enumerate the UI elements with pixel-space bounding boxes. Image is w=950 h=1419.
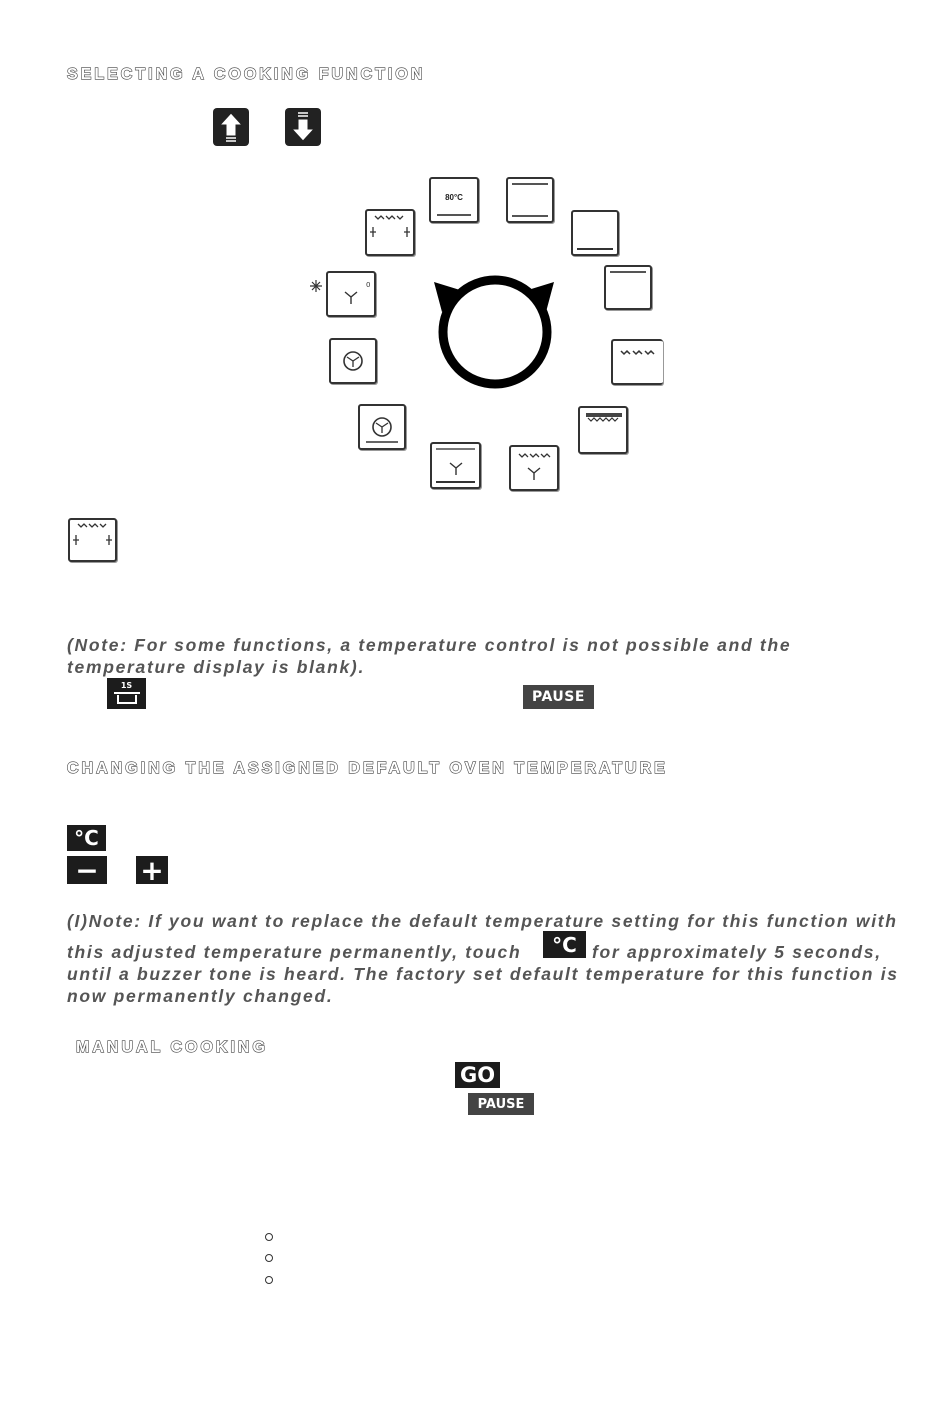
selected-function-icon xyxy=(68,518,117,562)
function-icon-full-grill[interactable] xyxy=(578,406,628,454)
timer-pot-button[interactable] xyxy=(107,678,146,709)
timer-pot-label: 1S xyxy=(120,681,133,690)
function-icon-80c[interactable] xyxy=(429,177,479,223)
cycle-arrows-icon xyxy=(430,268,560,393)
circular-fan-symbol-icon xyxy=(331,340,375,382)
pause-button[interactable]: PAUSE xyxy=(523,685,594,709)
note-default-line2-b: for approximately 5 seconds, xyxy=(592,942,882,962)
plus-button[interactable]: + xyxy=(136,856,168,884)
function-icon-circular-fan[interactable] xyxy=(329,338,377,384)
grill-element-icon xyxy=(617,345,665,361)
function-icon-top-heat[interactable] xyxy=(604,265,652,310)
grill-side-heat-symbol-icon xyxy=(70,520,115,560)
full-grill-element-icon xyxy=(582,411,626,425)
defrost-fan-symbol-icon xyxy=(328,273,374,315)
celsius-button[interactable]: °C xyxy=(67,825,106,851)
up-arrow-button[interactable] xyxy=(213,108,249,146)
up-arrow-icon xyxy=(213,108,249,146)
down-arrow-icon xyxy=(285,108,321,146)
note-default-line1: (I)Note: If you want to replace the default temperature setting for this function with xyxy=(67,911,898,931)
grill-side-heat-symbol-icon xyxy=(367,211,413,254)
function-icon-grill[interactable] xyxy=(611,339,663,385)
function-icon-top-bottom-heat[interactable] xyxy=(506,177,554,223)
note-default-line4: now permanently changed. xyxy=(67,986,334,1006)
section-title-selecting: SELECTING A COOKING FUNCTION xyxy=(67,66,426,83)
go-button[interactable]: GO xyxy=(455,1062,500,1088)
list-bullet xyxy=(265,1233,273,1241)
note-default-line2-a: this adjusted temperature permanently, touch xyxy=(67,942,522,962)
pot-icon xyxy=(112,690,142,706)
defrost-snowflake-icon xyxy=(309,279,323,293)
function-icon-fan-grill[interactable] xyxy=(509,445,559,491)
function-80c-label: 80°C xyxy=(445,193,463,202)
list-bullet xyxy=(265,1276,273,1284)
note-temperature-line2: temperature display is blank). xyxy=(67,657,366,677)
function-icon-fan-bottom-heat[interactable] xyxy=(430,442,481,489)
function-icon-grill-side-heat[interactable] xyxy=(365,209,415,256)
fan-grill-symbol-icon xyxy=(511,447,557,489)
note-default-line3: until a buzzer tone is heard. The factory set default temperature for this function is xyxy=(67,964,899,984)
minus-button[interactable]: − xyxy=(67,856,107,884)
function-icon-defrost[interactable] xyxy=(326,271,376,317)
note-temperature-line1: (Note: For some functions, a temperature control is not possible and the xyxy=(67,635,792,655)
circular-fan-symbol-icon xyxy=(360,406,404,448)
section-title-manual: MANUAL COOKING xyxy=(76,1039,268,1056)
list-bullet xyxy=(265,1254,273,1262)
function-icon-circular-fan-base[interactable] xyxy=(358,404,406,450)
section-title-changing: CHANGING THE ASSIGNED DEFAULT OVEN TEMPERATURE xyxy=(67,760,668,777)
down-arrow-button[interactable] xyxy=(285,108,321,146)
pause-button-manual[interactable]: PAUSE xyxy=(468,1093,534,1115)
function-icon-bottom-heat[interactable] xyxy=(571,210,619,256)
celsius-inline-button[interactable]: °C xyxy=(543,931,586,958)
svg-text:0: 0 xyxy=(366,281,371,289)
